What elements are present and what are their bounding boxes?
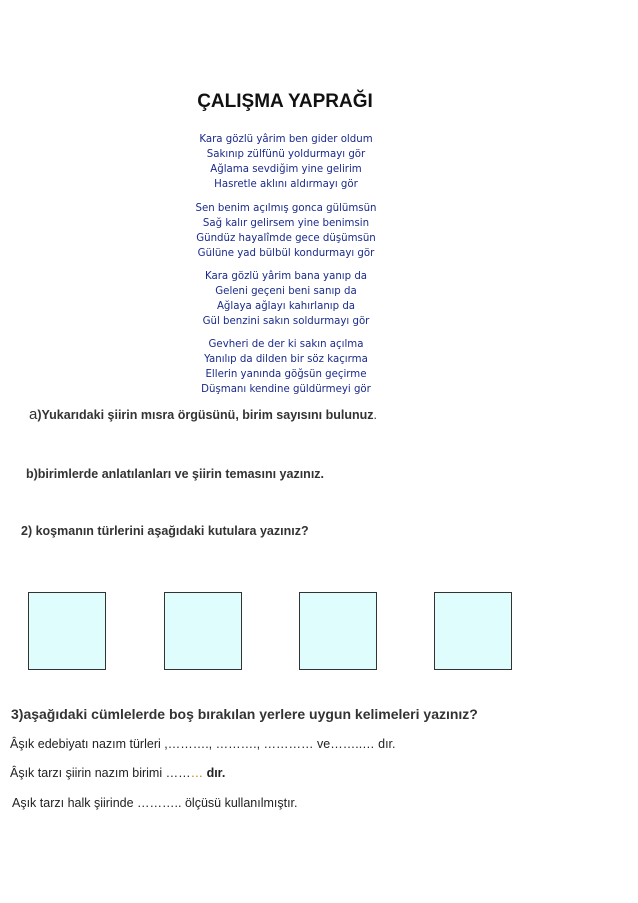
answer-box-1[interactable] <box>28 592 106 670</box>
poem-line: Gül benzini sakın soldurmayı gör <box>202 316 370 327</box>
poem-stanza-4 <box>0 337 572 397</box>
fill-line-2-end: dır. <box>203 766 226 780</box>
answer-box-4[interactable] <box>434 592 512 670</box>
question-b: b)birimlerde anlatılanları ve şiirin temasını yazınız. <box>26 467 325 481</box>
poem-line: Düşmanı kendine güldürmeyi gör <box>201 384 371 395</box>
poem-stanza-2 <box>0 201 572 261</box>
poem-line: Gündüz hayalîmde gece düşümsün <box>196 233 376 244</box>
poem-line: Sakınıp zülfünü yoldurmayı gör <box>206 149 366 160</box>
answer-box-3[interactable] <box>299 592 377 670</box>
question-a-suffix: . <box>373 408 378 422</box>
fill-line-2 <box>10 766 225 780</box>
question-a-text: )Yukarıdaki şiirin mısra örgüsünü, birim sayısını bulunuz <box>37 408 374 422</box>
poem-line: Gevheri de der ki sakın açılma <box>208 339 364 350</box>
answer-box-2[interactable] <box>164 592 242 670</box>
fill-line-2-text: Âşık tarzı şiirin nazım birimi …… <box>10 766 191 780</box>
question-a-prefix: a <box>29 406 38 423</box>
poem-line: Hasretle aklını aldırmayı gör <box>214 179 358 190</box>
poem-line: Kara gözlü yârim bana yanıp da <box>204 271 368 282</box>
fill-line-1: Âşık edebiyatı nazım türleri ,………., ………., ………… ve……..… dır. <box>10 737 396 751</box>
poem-line: Sen benim açılmış gonca gülümsün <box>195 203 377 214</box>
poem-line: Ağlama sevdiğim yine gelirim <box>210 164 362 175</box>
fill-line-2-dots: … <box>190 766 204 780</box>
poem-line: Sağ kalır gelirsem yine benimsin <box>202 218 370 229</box>
poem-line: Gülüne yad bülbül kondurmayı gör <box>197 248 375 259</box>
question-3: 3)aşağıdaki cümlelerde boş bırakılan yerlere uygun kelimeleri yazınız? <box>11 706 478 722</box>
fill-line-3: Aşık tarzı halk şiirinde ……….. ölçüsü kullanılmıştır. <box>12 796 298 810</box>
poem-line: Yanılıp da dilden bir söz kaçırma <box>204 354 368 365</box>
poem-line: Ağlaya ağlayı kahırlanıp da <box>216 301 356 312</box>
poem-line: Ellerin yanında göğsün geçirme <box>205 369 367 380</box>
question-2: 2) koşmanın türlerini aşağıdaki kutulara yazınız? <box>21 524 309 538</box>
poem-line: Geleni geçeni beni sanıp da <box>215 286 357 297</box>
poem-stanza-3 <box>0 269 572 329</box>
poem-stanza-1 <box>0 132 572 192</box>
question-a <box>29 406 377 423</box>
page-title: ÇALIŞMA YAPRAĞI <box>197 91 373 112</box>
poem-line: Kara gözlü yârim ben gider oldum <box>199 134 373 145</box>
